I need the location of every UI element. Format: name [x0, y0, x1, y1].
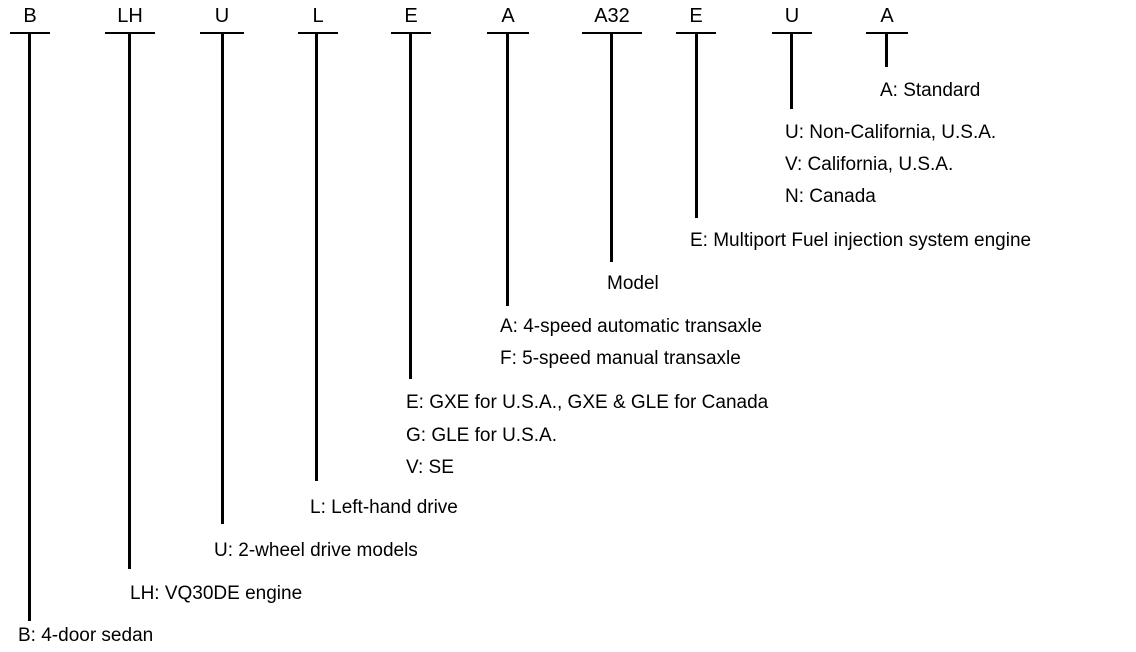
code-letter-fuel: E — [689, 5, 703, 27]
code-bar-steering — [298, 32, 338, 34]
leader-line-steering — [315, 33, 318, 481]
desc-body-0: B: 4-door sedan — [18, 625, 154, 646]
desc-destination-2: N: Canada — [785, 186, 876, 207]
desc-drive-0: U: 2-wheel drive models — [214, 540, 418, 561]
code-letter-destination: U — [784, 5, 800, 27]
desc-model-0: Model — [607, 273, 659, 294]
desc-grade-2: V: SE — [406, 457, 454, 478]
desc-engine-0: LH: VQ30DE engine — [130, 583, 303, 604]
desc-spec-0: A: Standard — [880, 80, 981, 101]
leader-line-grade — [409, 33, 412, 379]
code-letter-transaxle: A — [501, 5, 515, 27]
code-letter-grade: E — [404, 5, 418, 27]
code-letter-spec: A — [880, 5, 894, 27]
desc-grade-0: E: GXE for U.S.A., GXE & GLE for Canada — [406, 392, 769, 413]
leader-line-fuel — [695, 33, 698, 218]
code-letter-model: A32 — [594, 5, 630, 27]
code-letter-steering: L — [312, 5, 324, 27]
leader-line-drive — [221, 33, 224, 524]
leader-line-spec — [885, 33, 888, 67]
leader-line-destination — [790, 33, 793, 109]
desc-fuel-0: E: Multiport Fuel injection system engine — [690, 230, 1032, 251]
desc-destination-1: V: California, U.S.A. — [785, 154, 954, 175]
code-letter-body: B — [23, 5, 37, 27]
desc-transaxle-1: F: 5-speed manual transaxle — [500, 348, 741, 369]
leader-line-body — [28, 33, 31, 621]
desc-transaxle-0: A: 4-speed automatic transaxle — [500, 316, 762, 337]
desc-grade-1: G: GLE for U.S.A. — [406, 425, 557, 446]
desc-destination-0: U: Non-California, U.S.A. — [785, 122, 997, 143]
code-letter-drive: U — [214, 5, 230, 27]
leader-line-model — [610, 33, 613, 262]
leader-line-engine — [128, 33, 131, 569]
code-letter-engine: LH — [117, 5, 143, 27]
desc-steering-0: L: Left-hand drive — [310, 497, 458, 518]
leader-line-transaxle — [506, 33, 509, 306]
